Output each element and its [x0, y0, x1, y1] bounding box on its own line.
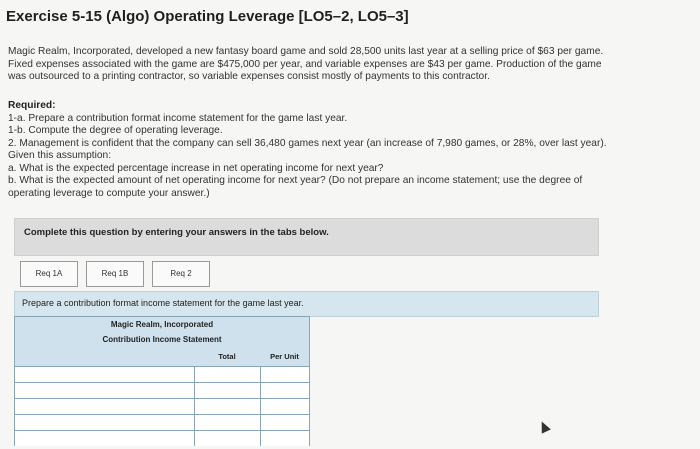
total-column-header: Total [194, 348, 260, 366]
intro-line: was outsourced to a printing contractor, so variable expenses consist mostly of payments to this contractor. [8, 71, 490, 82]
label-column-header [15, 348, 194, 366]
table-row [15, 398, 309, 414]
required-line: 1-b. Compute the degree of operating leverage. [8, 125, 223, 136]
table-row [15, 366, 309, 382]
company-name: Magic Realm, Incorporated [110, 320, 214, 329]
table-row [15, 430, 309, 446]
total-input[interactable] [195, 415, 261, 430]
required-section [8, 100, 688, 200]
total-input[interactable] [195, 367, 261, 382]
per-unit-input[interactable] [261, 383, 309, 398]
required-line: 2. Management is confident that the company can sell 36,480 games next year (an increase of 7,980 games, or 28%, over last year). [8, 137, 607, 149]
income-statement-table [14, 316, 310, 446]
table-header [15, 317, 309, 348]
prompt-bar [14, 291, 599, 317]
tab-bar [14, 258, 597, 290]
page-title: Exercise 5-15 (Algo) Operating Leverage [LO5–2, LO5–3] [6, 8, 409, 25]
tab-req-1b[interactable]: Req 1B [86, 261, 144, 287]
per-unit-column-header: Per Unit [260, 348, 309, 366]
instructions-text: Complete this question by entering your answers in the tabs below. [24, 227, 329, 238]
required-line: operating leverage to compute your answer.) [8, 187, 210, 199]
required-line: a. What is the expected percentage increase in net operating income for next year? [8, 162, 384, 174]
total-input[interactable] [195, 399, 261, 414]
tab-req-2[interactable]: Req 2 [152, 261, 210, 287]
total-input[interactable] [195, 383, 261, 398]
instructions-box [14, 218, 599, 256]
per-unit-input[interactable] [261, 415, 309, 430]
required-heading: Required: [8, 100, 56, 111]
table-row [15, 382, 309, 398]
intro-line: Magic Realm, Incorporated, developed a new fantasy board game and sold 28,500 units last year at a selling price of $63 per game. [8, 46, 604, 57]
table-row [15, 414, 309, 430]
per-unit-input[interactable] [261, 399, 309, 414]
row-label-input[interactable] [15, 383, 195, 398]
required-line: Given this assumption: [8, 150, 112, 161]
required-line: 1-a. Prepare a contribution format income statement for the game last year. [8, 112, 348, 124]
row-label-input[interactable] [15, 367, 195, 382]
problem-intro [8, 46, 688, 84]
per-unit-input[interactable] [261, 431, 309, 446]
row-label-input[interactable] [15, 399, 195, 414]
total-input[interactable] [195, 431, 261, 446]
row-label-input[interactable] [15, 431, 195, 446]
row-label-input[interactable] [15, 415, 195, 430]
statement-title: Contribution Income Statement [102, 335, 222, 344]
per-unit-input[interactable] [261, 367, 309, 382]
intro-line: Fixed expenses associated with the game are $475,000 per year, and variable expenses are $43 per game. Production of the game [8, 58, 602, 70]
mouse-pointer-icon [537, 419, 551, 433]
tab-req-1a[interactable]: Req 1A [20, 261, 78, 287]
prompt-text: Prepare a contribution format income statement for the game last year. [22, 298, 304, 308]
required-line: b. What is the expected amount of net operating income for next year? (Do not prepare an income statement; use the degree of [8, 175, 583, 186]
